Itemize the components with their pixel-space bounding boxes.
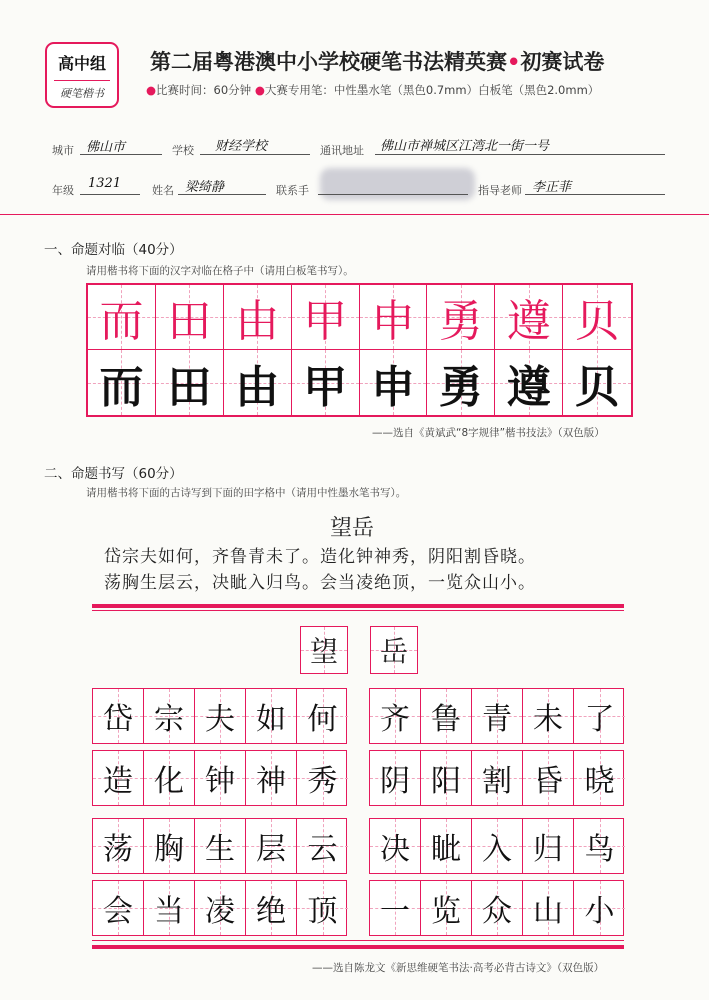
- written-char-cell[interactable]: [88, 350, 156, 415]
- writing-cell[interactable]: [421, 751, 472, 805]
- written-poem-char: 顶: [307, 894, 338, 929]
- writing-cell[interactable]: [574, 881, 625, 935]
- model-char-cell: [563, 285, 631, 350]
- written-poem-char: 小: [584, 894, 615, 929]
- exam-time: 比赛时间：60分钟: [156, 83, 252, 97]
- name-label: 姓名: [152, 184, 174, 197]
- writing-row: [369, 818, 624, 874]
- written-title-cell[interactable]: [370, 626, 418, 674]
- exam-pens: 大赛专用笔：中性墨水笔（黑色0.7mm）白板笔（黑色2.0mm）: [264, 83, 600, 97]
- teacher-value[interactable]: 李正菲: [532, 180, 572, 195]
- writing-cell[interactable]: [574, 689, 625, 743]
- address-value[interactable]: 佛山市禅城区江湾北一街一号: [380, 139, 550, 154]
- writing-cell[interactable]: [370, 689, 421, 743]
- badge-group: 高中组: [57, 54, 106, 73]
- written-poem-char: 造: [103, 764, 133, 799]
- writing-row: [92, 688, 347, 744]
- written-poem-char: 宗: [154, 702, 184, 737]
- poem-title: 望岳: [330, 516, 375, 541]
- section1-heading: 一、命题对临（40分）: [44, 242, 183, 258]
- writing-cell[interactable]: [195, 689, 246, 743]
- phone-label: 联系手: [276, 184, 309, 197]
- group-badge: [45, 42, 119, 108]
- model-char-cell: [224, 285, 292, 350]
- written-poem-char: 凌: [205, 894, 235, 929]
- written-char-cell[interactable]: [156, 350, 224, 415]
- written-poem-char: 了: [584, 702, 615, 737]
- writing-cell[interactable]: [144, 881, 195, 935]
- top-band: [92, 604, 624, 608]
- section1-instruction: 请用楷书将下面的汉字对临在格子中（请用白板笔书写）。: [86, 265, 354, 277]
- city-underline: [80, 154, 162, 155]
- writing-cell[interactable]: [421, 689, 472, 743]
- writing-cell[interactable]: [370, 819, 421, 873]
- writing-cell[interactable]: [144, 751, 195, 805]
- model-char-cell: [427, 285, 495, 350]
- written-poem-char: 云: [307, 832, 338, 867]
- written-char: 贝: [575, 361, 620, 413]
- section2-heading: 二、命题书写（60分）: [44, 466, 183, 482]
- written-poem-char: 山: [533, 894, 563, 929]
- written-title-char: 望: [309, 635, 338, 668]
- writing-cell[interactable]: [574, 751, 625, 805]
- written-poem-char: 归: [533, 832, 563, 867]
- written-char-cell[interactable]: [495, 350, 563, 415]
- written-poem-char: 青: [482, 702, 512, 737]
- writing-cell[interactable]: [297, 751, 348, 805]
- name-underline: [178, 194, 266, 195]
- page-title: [150, 46, 604, 76]
- written-poem-char: 鲁: [431, 702, 461, 737]
- written-poem-char: 入: [482, 832, 512, 867]
- city-label: 城市: [52, 144, 74, 157]
- title-main: 第二届粤港澳中小学校硬笔书法精英赛: [150, 50, 507, 74]
- written-poem-char: 何: [307, 702, 338, 737]
- written-poem-char: 胸: [154, 832, 184, 867]
- teacher-label: 指导老师: [478, 184, 522, 197]
- writing-cell[interactable]: [523, 689, 574, 743]
- school-underline: [200, 154, 310, 155]
- written-char: 遵: [506, 361, 551, 413]
- writing-cell[interactable]: [472, 881, 523, 935]
- writing-cell[interactable]: [370, 751, 421, 805]
- written-poem-char: 当: [154, 894, 184, 929]
- written-poem-char: 览: [431, 894, 461, 929]
- writing-row: [369, 880, 624, 936]
- written-poem-char: 晓: [584, 764, 615, 799]
- writing-cell[interactable]: [297, 819, 348, 873]
- writing-cell[interactable]: [93, 751, 144, 805]
- written-poem-char: 阳: [431, 764, 461, 799]
- poem-line-2: 荡胸生层云，决眦入归鸟。会当凌绝顶，一览众山小。: [104, 573, 536, 593]
- written-poem-char: 钟: [205, 764, 235, 799]
- written-poem-char: 齐: [380, 702, 410, 737]
- written-title-cell[interactable]: [300, 626, 348, 674]
- written-poem-char: 层: [256, 832, 286, 867]
- model-char-cell: [292, 285, 360, 350]
- grade-value[interactable]: 1321: [88, 176, 122, 191]
- written-char: 勇: [438, 361, 483, 413]
- writing-cell[interactable]: [195, 819, 246, 873]
- writing-row: [369, 688, 624, 744]
- writing-cell[interactable]: [195, 881, 246, 935]
- city-value[interactable]: 佛山市: [86, 140, 126, 155]
- writing-cell[interactable]: [246, 819, 297, 873]
- writing-cell[interactable]: [144, 689, 195, 743]
- section2-instruction: 请用楷书将下面的古诗写到下面的田字格中（请用中性墨水笔书写）。: [86, 487, 407, 499]
- model-char-cell: [495, 285, 563, 350]
- written-poem-char: 阴: [380, 764, 410, 799]
- writing-row: [92, 750, 347, 806]
- written-char: 由: [235, 361, 280, 413]
- bottom-band: [92, 945, 624, 949]
- model-char: 申: [370, 296, 415, 347]
- exam-info: [146, 82, 599, 98]
- writing-cell[interactable]: [421, 819, 472, 873]
- written-char-cell[interactable]: [563, 350, 631, 415]
- grade-label: 年级: [52, 184, 74, 197]
- written-poem-char: 化: [154, 764, 184, 799]
- name-value[interactable]: 梁绮静: [185, 180, 225, 195]
- writing-cell[interactable]: [93, 881, 144, 935]
- writing-cell[interactable]: [297, 689, 348, 743]
- model-char: 甲: [303, 296, 348, 347]
- teacher-underline: [525, 194, 665, 195]
- badge-category: 硬笔楷书: [54, 80, 110, 101]
- model-char-cell: [88, 285, 156, 350]
- writing-cell[interactable]: [246, 689, 297, 743]
- written-poem-char: 岱: [103, 702, 133, 737]
- model-char: 而: [99, 296, 144, 347]
- written-poem-char: 夫: [205, 702, 235, 737]
- phone-underline: [318, 194, 468, 195]
- written-char: 甲: [303, 361, 348, 413]
- written-poem-char: 割: [482, 764, 512, 799]
- written-poem-char: 鸟: [584, 832, 615, 867]
- writing-cell[interactable]: [144, 819, 195, 873]
- written-char: 田: [167, 361, 212, 413]
- writing-cell[interactable]: [421, 881, 472, 935]
- writing-cell[interactable]: [370, 881, 421, 935]
- written-title-char: 岳: [379, 635, 408, 668]
- written-poem-char: 未: [533, 702, 563, 737]
- writing-cell[interactable]: [523, 819, 574, 873]
- top-band-thin: [92, 610, 624, 611]
- written-char: 申: [370, 361, 415, 413]
- school-label: 学校: [172, 144, 194, 157]
- written-poem-char: 一: [380, 894, 410, 929]
- written-poem-char: 生: [205, 832, 235, 867]
- writing-cell[interactable]: [195, 751, 246, 805]
- writing-cell[interactable]: [472, 751, 523, 805]
- written-poem-char: 眦: [431, 832, 461, 867]
- writing-row: [92, 818, 347, 874]
- grade-underline: [80, 194, 140, 195]
- written-poem-char: 决: [380, 832, 410, 867]
- written-poem-char: 神: [256, 764, 286, 799]
- model-char: 勇: [438, 296, 483, 347]
- school-value[interactable]: 财经学校: [215, 139, 268, 154]
- tracing-grid: [86, 283, 633, 417]
- model-char: 田: [167, 296, 212, 347]
- model-char: 遵: [506, 296, 551, 347]
- writing-cell[interactable]: [246, 881, 297, 935]
- written-poem-char: 昏: [533, 764, 563, 799]
- writing-row: [369, 750, 624, 806]
- bullet-icon: ●: [254, 83, 265, 97]
- writing-cell[interactable]: [93, 819, 144, 873]
- written-poem-char: 秀: [307, 764, 338, 799]
- address-label: 通讯地址: [320, 144, 364, 157]
- writing-cell[interactable]: [93, 689, 144, 743]
- bottom-band-thin: [92, 940, 624, 941]
- model-char: 由: [235, 296, 280, 347]
- writing-cell[interactable]: [246, 751, 297, 805]
- section1-source: ——选自《黄斌武“8字规律”楷书技法》（双色版）: [372, 427, 605, 439]
- section2-source: ——选自陈龙文《新思维硬笔书法·高考必背古诗文》（双色版）: [312, 962, 605, 974]
- written-poem-char: 如: [256, 702, 286, 737]
- writing-cell[interactable]: [472, 689, 523, 743]
- redacted-phone: [320, 168, 475, 200]
- written-char-cell[interactable]: [224, 350, 292, 415]
- title-dot: •: [507, 50, 521, 74]
- model-char: 贝: [575, 296, 620, 347]
- written-poem-char: 众: [482, 894, 512, 929]
- writing-cell[interactable]: [523, 881, 574, 935]
- header-divider: [0, 214, 709, 215]
- written-char-cell[interactable]: [360, 350, 428, 415]
- model-char-cell: [360, 285, 428, 350]
- written-char-cell[interactable]: [427, 350, 495, 415]
- writing-cell[interactable]: [574, 819, 625, 873]
- title-end: 初赛试卷: [520, 50, 605, 74]
- written-char: 而: [99, 361, 144, 413]
- writing-cell[interactable]: [472, 819, 523, 873]
- written-char-cell[interactable]: [292, 350, 360, 415]
- written-poem-char: 会: [103, 894, 133, 929]
- address-underline: [375, 154, 665, 155]
- bullet-icon: ●: [146, 83, 157, 97]
- model-char-cell: [156, 285, 224, 350]
- poem-line-1: 岱宗夫如何，齐鲁青未了。造化钟神秀，阴阳割昏晓。: [104, 547, 536, 567]
- written-poem-char: 荡: [103, 832, 133, 867]
- writing-cell[interactable]: [523, 751, 574, 805]
- writing-row: [92, 880, 347, 936]
- written-poem-char: 绝: [256, 894, 286, 929]
- writing-cell[interactable]: [297, 881, 348, 935]
